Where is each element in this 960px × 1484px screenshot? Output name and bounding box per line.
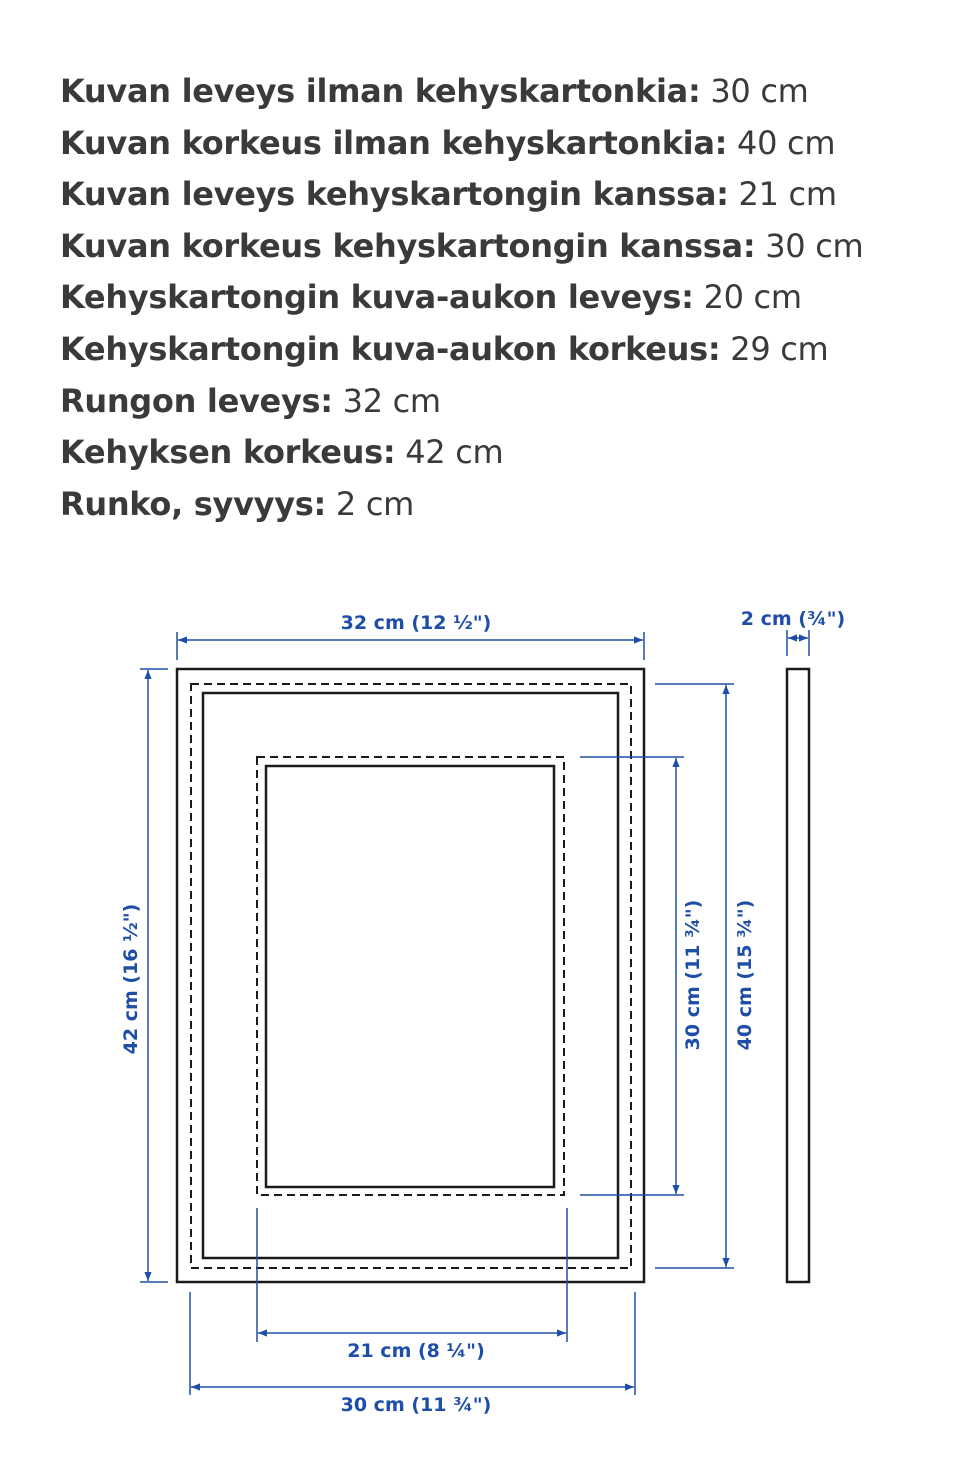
frame-height-label: 42 cm (16 ½") bbox=[120, 903, 142, 1055]
mat-image-height-label: 30 cm (11 ¾") bbox=[682, 899, 704, 1051]
frame-depth-label: 2 cm (¾") bbox=[740, 608, 846, 630]
spec-value: 30 cm bbox=[765, 226, 864, 265]
image-height-label: 40 cm (15 ¾") bbox=[734, 899, 756, 1051]
spec-label: Kuvan korkeus kehyskartongin kanssa: bbox=[60, 226, 756, 265]
spec-label: Kehyskartongin kuva-aukon leveys: bbox=[60, 278, 694, 317]
frame-front-view bbox=[177, 669, 644, 1282]
spec-value: 40 cm bbox=[737, 123, 836, 162]
spec-label: Kuvan leveys ilman kehyskartonkia: bbox=[60, 72, 701, 110]
frame-outer-edge bbox=[177, 669, 644, 1282]
spec-label: Kehyksen korkeus: bbox=[60, 433, 396, 472]
frame-side-view bbox=[787, 669, 809, 1282]
spec-value: 42 cm bbox=[405, 433, 504, 472]
spec-label: Runko, syvyys: bbox=[60, 484, 327, 523]
spec-value: 29 cm bbox=[730, 329, 829, 368]
spec-label: Kuvan leveys kehyskartongin kanssa: bbox=[60, 175, 729, 214]
spec-label: Kehyskartongin kuva-aukon korkeus: bbox=[60, 329, 721, 368]
spec-value: 21 cm bbox=[738, 175, 837, 214]
spec-label: Rungon leveys: bbox=[60, 381, 333, 420]
image-width-label: 30 cm (11 ¾") bbox=[340, 1394, 492, 1416]
spec-value: 32 cm bbox=[342, 381, 441, 420]
spec-value: 2 cm bbox=[335, 484, 415, 523]
mat-image-width-label: 21 cm (8 ¼") bbox=[347, 1340, 485, 1362]
dimension-lines bbox=[140, 630, 809, 1395]
mat-opening bbox=[266, 766, 554, 1187]
frame-width-label: 32 cm (12 ½") bbox=[340, 612, 492, 634]
spec-value: 30 cm bbox=[710, 72, 809, 110]
mat-image-dashed-outline bbox=[257, 757, 564, 1195]
spec-label: Kuvan korkeus ilman kehyskartonkia: bbox=[60, 123, 728, 162]
spec-value: 20 cm bbox=[703, 278, 802, 317]
